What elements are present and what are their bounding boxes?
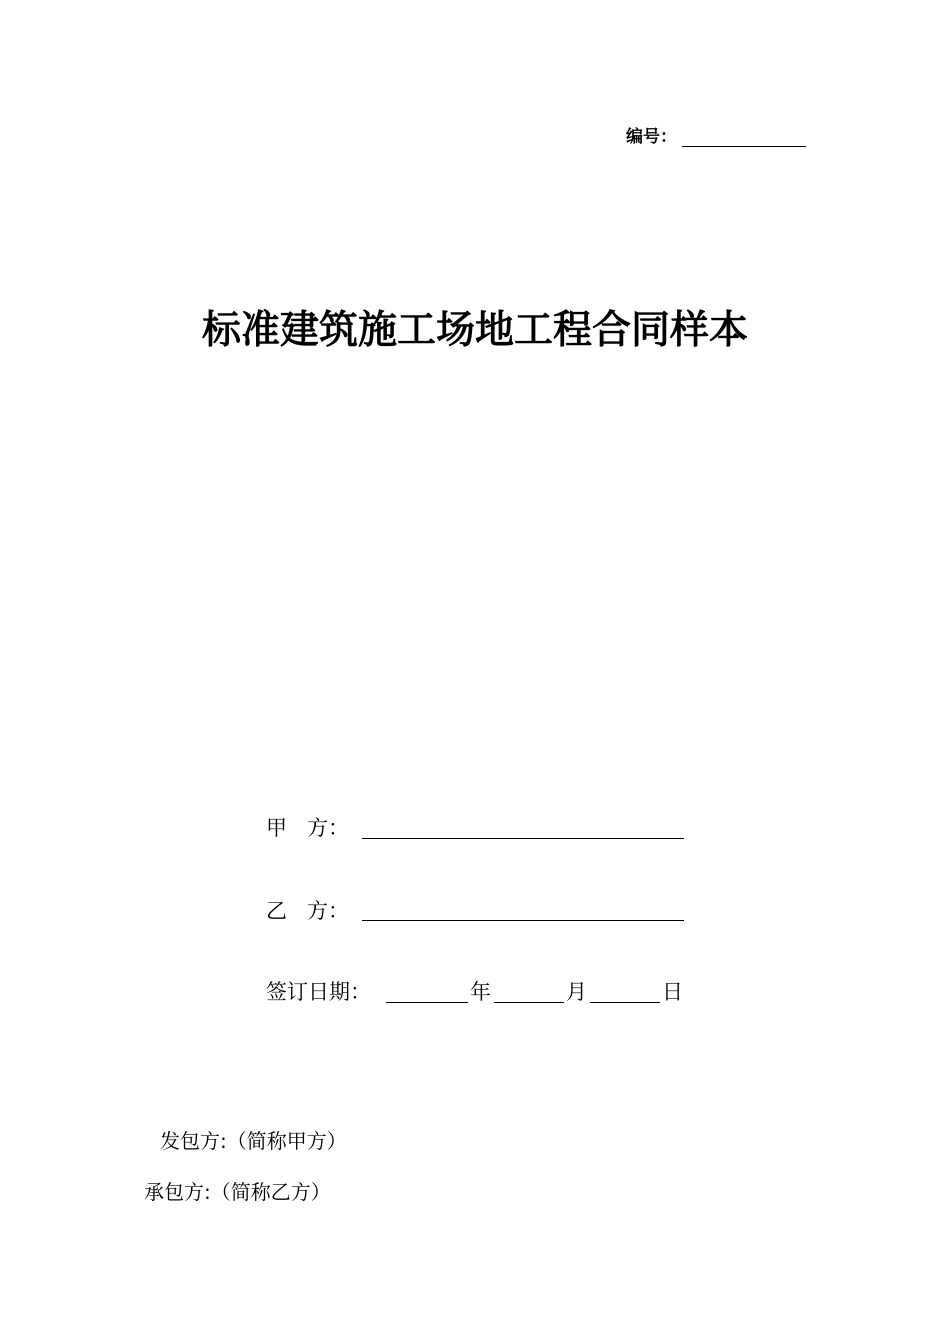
sign-date-year-blank: [386, 1002, 468, 1003]
party-b-label-char1: 乙: [266, 899, 287, 923]
party-a-blank: [362, 838, 684, 839]
party-a-label-char2: 方：: [307, 816, 349, 840]
serial-number-blank: [682, 146, 806, 147]
party-a-label-char1: 甲: [266, 816, 287, 840]
serial-number-label: 编号：: [626, 127, 677, 147]
party-b-label: [266, 897, 349, 925]
party-b-label-char2: 方：: [307, 899, 349, 923]
sign-date-month-unit: 月: [566, 980, 587, 1004]
party-a-label: [266, 814, 349, 842]
sign-date-day-blank: [590, 1002, 660, 1003]
sign-date-day-unit: 日: [662, 980, 683, 1004]
employer-line: 发包方:（简称甲方）: [160, 1129, 347, 1153]
sign-date-label: 签订日期：: [266, 980, 371, 1004]
contractor-line: 承包方:（简称乙方）: [144, 1180, 331, 1204]
sign-date-month-blank: [494, 1002, 564, 1003]
sign-date-year-unit: 年: [470, 980, 491, 1004]
party-b-blank: [362, 920, 684, 921]
document-title: 标准建筑施工场地工程合同样本: [201, 307, 748, 353]
